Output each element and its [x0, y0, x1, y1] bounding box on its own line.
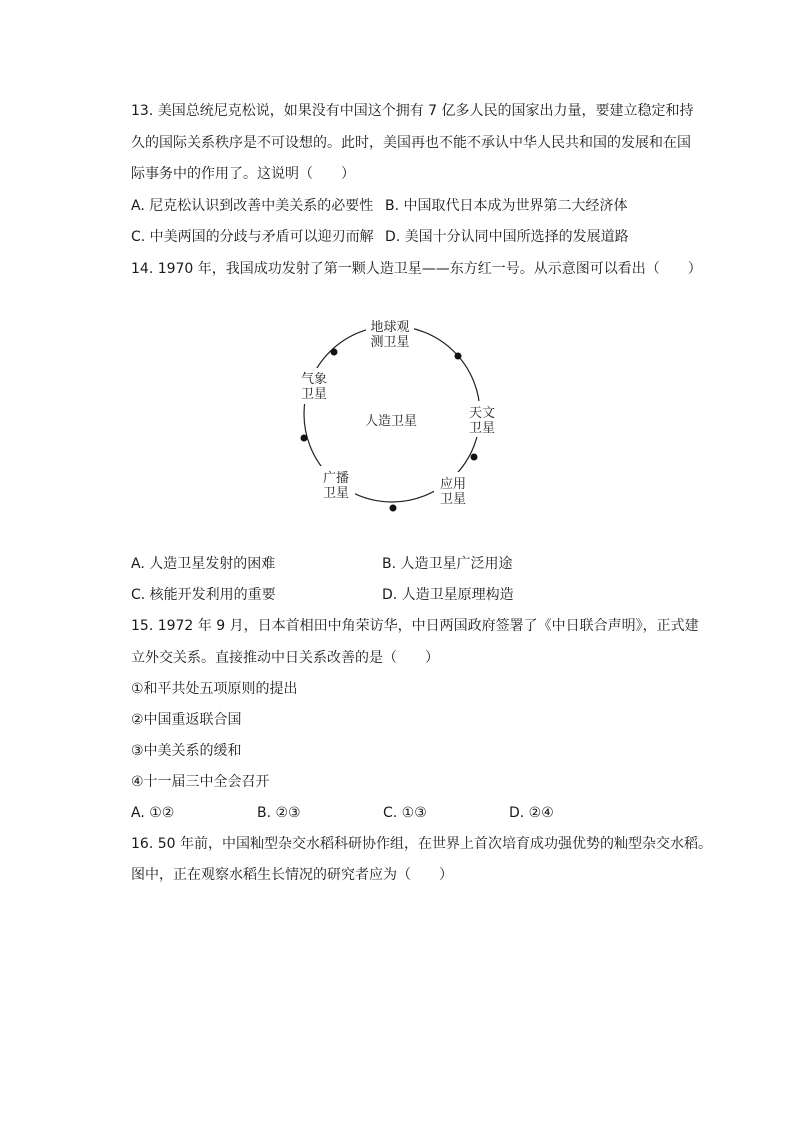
node-astronomy-line-2: 卫星 [468, 421, 496, 436]
question-13-option-a: A. 尼克松认识到改善中美关系的必要性 [131, 198, 374, 214]
question-14-option-c: C. 核能开发利用的重要 [131, 587, 276, 603]
node-application-line-1: 应用 [439, 477, 467, 492]
node-broadcast-line-2: 卫星 [322, 486, 350, 501]
satellite-diagram-dot [331, 349, 338, 356]
question-13-option-b: B. 中国取代日本成为世界第二大经济体 [385, 198, 628, 214]
satellite-diagram-dot [471, 454, 478, 461]
question-15-item-1: ①和平共处五项原则的提出 [131, 681, 298, 697]
question-14-option-d: D. 人造卫星原理构造 [382, 587, 514, 603]
question-13-line-2: 久的国际关系秩序是不可设想的。此时，美国再也不能不承认中华人民共和国的发展和在国 [131, 135, 691, 151]
question-13-option-d: D. 美国十分认同中国所选择的发展道路 [385, 229, 629, 245]
question-15-option-b: B. ②③ [257, 805, 301, 821]
question-16-line-1: 16. 50 年前，中国籼型杂交水稻科研协作组，在世界上首次培育成功强优势的籼型杂交水稻。 [131, 836, 712, 852]
satellite-diagram-dot [390, 505, 397, 512]
diagram-center-label: 人造卫星 [364, 414, 418, 429]
question-15-item-3: ③中美关系的缓和 [131, 743, 242, 759]
question-15-option-c: C. ①③ [383, 805, 427, 821]
question-15-option-a: A. ①② [131, 805, 175, 821]
question-15-item-4: ④十一届三中全会召开 [131, 774, 270, 790]
node-earth-observation-line-2: 测卫星 [370, 335, 410, 350]
node-astronomy-line-1: 天文 [468, 406, 496, 421]
node-earth-observation-line-1: 地球观 [370, 320, 410, 335]
node-weather-line-2: 卫星 [300, 387, 328, 402]
question-15-option-d: D. ②④ [509, 805, 554, 821]
question-13-option-c: C. 中美两国的分歧与矛盾可以迎刃而解 [131, 229, 374, 245]
question-15-line-2: 立外交关系。直接推动中日关系改善的是（ ） [131, 650, 439, 666]
satellite-diagram-dot [301, 435, 308, 442]
question-14-option-b: B. 人造卫星广泛用途 [382, 556, 513, 572]
question-15-line-1: 15. 1972 年 9 月，日本首相田中角荣访华，中日两国政府签署了《中日联合声明》，正式建 [131, 618, 699, 634]
satellite-diagram [0, 300, 794, 540]
question-15-item-2: ②中国重返联合国 [131, 712, 242, 728]
node-broadcast-line-1: 广播 [322, 471, 350, 486]
question-16-line-2: 图中，正在观察水稻生长情况的研究者应为（ ） [131, 867, 453, 883]
question-13-line-1: 13. 美国总统尼克松说，如果没有中国这个拥有 7 亿多人民的国家出力量，要建立稳定和持 [131, 103, 694, 119]
satellite-diagram-dot [455, 353, 462, 360]
node-application-line-2: 卫星 [439, 492, 467, 507]
question-13-line-3: 际事务中的作用了。这说明（ ） [131, 166, 355, 182]
question-14-stem: 14. 1970 年，我国成功发射了第一颗人造卫星——东方红一号。从示意图可以看出（ ） [131, 261, 702, 277]
question-14-option-a: A. 人造卫星发射的困难 [131, 556, 276, 572]
node-weather-line-1: 气象 [300, 372, 328, 387]
